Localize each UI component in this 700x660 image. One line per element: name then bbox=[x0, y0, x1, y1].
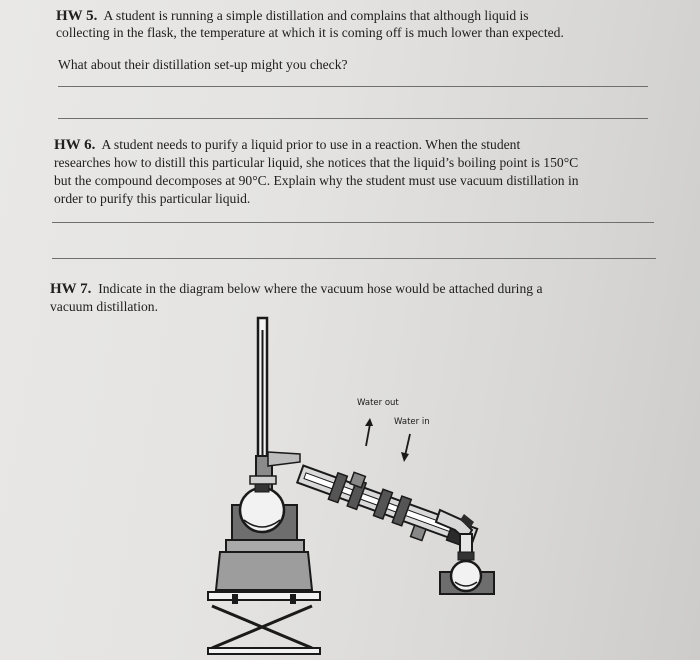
hw5-answer-line-1[interactable] bbox=[58, 86, 648, 87]
hw6-answer-line-1[interactable] bbox=[52, 222, 654, 223]
water-in-arrow bbox=[405, 434, 410, 456]
hw6-text-4: order to purify this particular liquid. bbox=[54, 191, 251, 206]
hw7-text-1: Indicate in the diagram below where the vacuum hose would be attached during a bbox=[98, 281, 543, 296]
hw6-text-2: researches how to distill this particular liquid, she notices that the liquid’s boiling point is 150°C bbox=[54, 155, 579, 170]
hw6-line-1 bbox=[54, 137, 520, 153]
lab-jack-base bbox=[208, 648, 320, 654]
distilling-flask bbox=[240, 488, 284, 532]
hw5-label: HW 5. bbox=[56, 8, 98, 24]
hw6-text-1: A student needs to purify a liquid prior to use in a reaction. When the student bbox=[101, 137, 521, 152]
water-out-label: Water out bbox=[357, 398, 399, 408]
hw5-line-1 bbox=[56, 8, 529, 24]
water-in-label: Water in bbox=[394, 417, 430, 427]
hw5-answer-line-2[interactable] bbox=[58, 118, 648, 119]
side-arm bbox=[268, 452, 300, 466]
distillation-diagram[interactable] bbox=[200, 315, 520, 660]
hw6-text-3: but the compound decomposes at 90°C. Explain why the student must use vacuum distillation in bbox=[54, 173, 579, 188]
condenser bbox=[293, 455, 481, 557]
hot-plate-top bbox=[226, 540, 304, 552]
water-out-arrowhead bbox=[365, 418, 373, 426]
hw7-label: HW 7. bbox=[50, 281, 92, 297]
hw5-text-1: A student is running a simple distillation and complains that although liquid is bbox=[103, 8, 529, 23]
water-in-arrowhead bbox=[401, 452, 409, 462]
hot-plate-body bbox=[216, 552, 312, 590]
water-out-arrow bbox=[366, 424, 370, 446]
lab-jack-post-2 bbox=[290, 594, 296, 604]
hw7-line-1 bbox=[50, 281, 542, 297]
hw5-question: What about their distillation set-up might you check? bbox=[58, 57, 348, 72]
flask-neck-joint bbox=[255, 484, 269, 492]
hw6-label: HW 6. bbox=[54, 137, 96, 153]
thermometer-column bbox=[262, 330, 264, 470]
lab-jack-top bbox=[208, 592, 320, 600]
hw5-text-2: collecting in the flask, the temperature at which it is coming off is much lower than expected. bbox=[56, 25, 564, 40]
head-joint bbox=[250, 476, 276, 484]
hw6-answer-line-2[interactable] bbox=[52, 258, 656, 259]
hw7-text-2: vacuum distillation. bbox=[50, 299, 158, 314]
receiver-joint bbox=[458, 552, 474, 560]
lab-jack-post-1 bbox=[232, 594, 238, 604]
